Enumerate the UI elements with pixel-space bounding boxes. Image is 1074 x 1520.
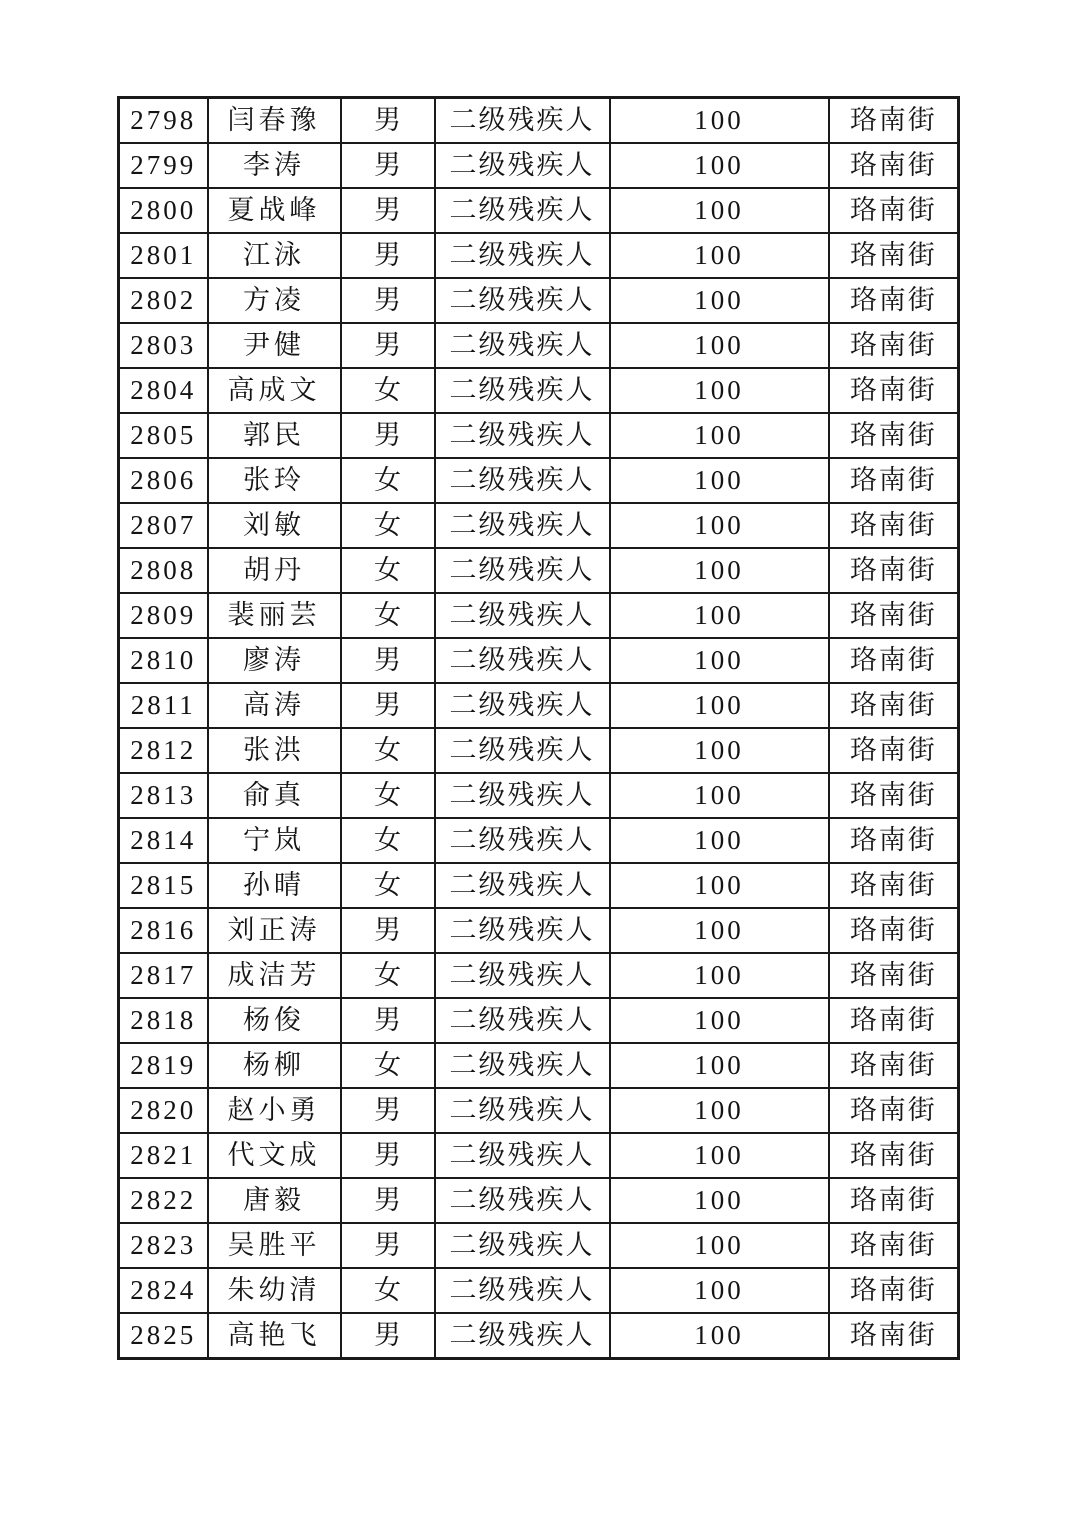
cell-amount: 100 bbox=[610, 233, 829, 278]
table-row bbox=[119, 683, 959, 728]
table-row bbox=[119, 98, 959, 144]
cell-street: 珞南街 bbox=[829, 1223, 959, 1268]
cell-index: 2824 bbox=[119, 1268, 208, 1313]
cell-street: 珞南街 bbox=[829, 998, 959, 1043]
cell-name: 李涛 bbox=[208, 143, 341, 188]
cell-street: 珞南街 bbox=[829, 593, 959, 638]
cell-name: 尹健 bbox=[208, 323, 341, 368]
cell-index: 2811 bbox=[119, 683, 208, 728]
cell-amount: 100 bbox=[610, 818, 829, 863]
cell-amount: 100 bbox=[610, 998, 829, 1043]
table-row bbox=[119, 953, 959, 998]
cell-index: 2806 bbox=[119, 458, 208, 503]
table-row bbox=[119, 773, 959, 818]
cell-name: 唐毅 bbox=[208, 1178, 341, 1223]
cell-category: 二级残疾人 bbox=[435, 863, 610, 908]
cell-index: 2818 bbox=[119, 998, 208, 1043]
cell-street: 珞南街 bbox=[829, 1043, 959, 1088]
cell-name: 赵小勇 bbox=[208, 1088, 341, 1133]
cell-index: 2804 bbox=[119, 368, 208, 413]
cell-amount: 100 bbox=[610, 1268, 829, 1313]
table-row bbox=[119, 233, 959, 278]
cell-name: 张玲 bbox=[208, 458, 341, 503]
cell-amount: 100 bbox=[610, 503, 829, 548]
cell-gender: 男 bbox=[341, 233, 435, 278]
table-row bbox=[119, 368, 959, 413]
cell-amount: 100 bbox=[610, 638, 829, 683]
table-row bbox=[119, 593, 959, 638]
cell-amount: 100 bbox=[610, 323, 829, 368]
cell-category: 二级残疾人 bbox=[435, 773, 610, 818]
cell-gender: 男 bbox=[341, 1088, 435, 1133]
cell-gender: 女 bbox=[341, 368, 435, 413]
cell-street: 珞南街 bbox=[829, 233, 959, 278]
cell-name: 孙晴 bbox=[208, 863, 341, 908]
cell-amount: 100 bbox=[610, 548, 829, 593]
table-row bbox=[119, 1223, 959, 1268]
cell-category: 二级残疾人 bbox=[435, 323, 610, 368]
cell-category: 二级残疾人 bbox=[435, 998, 610, 1043]
cell-index: 2799 bbox=[119, 143, 208, 188]
table-row bbox=[119, 1133, 959, 1178]
cell-gender: 女 bbox=[341, 458, 435, 503]
cell-street: 珞南街 bbox=[829, 728, 959, 773]
cell-index: 2805 bbox=[119, 413, 208, 458]
cell-name: 朱幼清 bbox=[208, 1268, 341, 1313]
cell-category: 二级残疾人 bbox=[435, 818, 610, 863]
cell-name: 杨柳 bbox=[208, 1043, 341, 1088]
cell-index: 2802 bbox=[119, 278, 208, 323]
cell-name: 张洪 bbox=[208, 728, 341, 773]
cell-gender: 男 bbox=[341, 413, 435, 458]
cell-category: 二级残疾人 bbox=[435, 1313, 610, 1359]
cell-index: 2813 bbox=[119, 773, 208, 818]
cell-amount: 100 bbox=[610, 953, 829, 998]
table-row bbox=[119, 458, 959, 503]
cell-category: 二级残疾人 bbox=[435, 548, 610, 593]
cell-name: 代文成 bbox=[208, 1133, 341, 1178]
cell-index: 2808 bbox=[119, 548, 208, 593]
cell-index: 2814 bbox=[119, 818, 208, 863]
cell-street: 珞南街 bbox=[829, 1133, 959, 1178]
cell-amount: 100 bbox=[610, 458, 829, 503]
cell-index: 2800 bbox=[119, 188, 208, 233]
cell-amount: 100 bbox=[610, 908, 829, 953]
table-row bbox=[119, 1268, 959, 1313]
cell-gender: 男 bbox=[341, 998, 435, 1043]
cell-category: 二级残疾人 bbox=[435, 503, 610, 548]
cell-name: 杨俊 bbox=[208, 998, 341, 1043]
table-row bbox=[119, 503, 959, 548]
cell-gender: 女 bbox=[341, 728, 435, 773]
cell-amount: 100 bbox=[610, 278, 829, 323]
cell-street: 珞南街 bbox=[829, 863, 959, 908]
cell-category: 二级残疾人 bbox=[435, 908, 610, 953]
table-row bbox=[119, 1178, 959, 1223]
cell-street: 珞南街 bbox=[829, 1088, 959, 1133]
cell-gender: 男 bbox=[341, 638, 435, 683]
cell-gender: 女 bbox=[341, 863, 435, 908]
cell-category: 二级残疾人 bbox=[435, 1088, 610, 1133]
cell-index: 2807 bbox=[119, 503, 208, 548]
table-row bbox=[119, 278, 959, 323]
cell-gender: 男 bbox=[341, 1178, 435, 1223]
cell-index: 2822 bbox=[119, 1178, 208, 1223]
cell-street: 珞南街 bbox=[829, 458, 959, 503]
cell-category: 二级残疾人 bbox=[435, 953, 610, 998]
cell-street: 珞南街 bbox=[829, 368, 959, 413]
table-row bbox=[119, 638, 959, 683]
cell-category: 二级残疾人 bbox=[435, 1178, 610, 1223]
cell-index: 2812 bbox=[119, 728, 208, 773]
table-row bbox=[119, 323, 959, 368]
cell-index: 2819 bbox=[119, 1043, 208, 1088]
cell-street: 珞南街 bbox=[829, 548, 959, 593]
cell-name: 方凌 bbox=[208, 278, 341, 323]
cell-name: 吴胜平 bbox=[208, 1223, 341, 1268]
cell-street: 珞南街 bbox=[829, 1178, 959, 1223]
cell-name: 胡丹 bbox=[208, 548, 341, 593]
cell-amount: 100 bbox=[610, 773, 829, 818]
cell-name: 夏战峰 bbox=[208, 188, 341, 233]
table-row bbox=[119, 1043, 959, 1088]
cell-street: 珞南街 bbox=[829, 143, 959, 188]
cell-amount: 100 bbox=[610, 368, 829, 413]
cell-category: 二级残疾人 bbox=[435, 1043, 610, 1088]
cell-gender: 男 bbox=[341, 98, 435, 144]
table-row bbox=[119, 863, 959, 908]
cell-amount: 100 bbox=[610, 1178, 829, 1223]
cell-gender: 女 bbox=[341, 593, 435, 638]
table-row bbox=[119, 818, 959, 863]
cell-index: 2809 bbox=[119, 593, 208, 638]
cell-gender: 男 bbox=[341, 683, 435, 728]
cell-name: 高涛 bbox=[208, 683, 341, 728]
cell-amount: 100 bbox=[610, 728, 829, 773]
cell-name: 闫春豫 bbox=[208, 98, 341, 144]
table-body bbox=[119, 98, 959, 1359]
cell-gender: 女 bbox=[341, 773, 435, 818]
cell-street: 珞南街 bbox=[829, 503, 959, 548]
cell-gender: 女 bbox=[341, 818, 435, 863]
cell-index: 2801 bbox=[119, 233, 208, 278]
cell-gender: 男 bbox=[341, 188, 435, 233]
cell-gender: 女 bbox=[341, 548, 435, 593]
cell-gender: 女 bbox=[341, 1268, 435, 1313]
cell-category: 二级残疾人 bbox=[435, 143, 610, 188]
cell-index: 2825 bbox=[119, 1313, 208, 1359]
cell-index: 2816 bbox=[119, 908, 208, 953]
table-row bbox=[119, 413, 959, 458]
cell-amount: 100 bbox=[610, 1223, 829, 1268]
cell-category: 二级残疾人 bbox=[435, 1268, 610, 1313]
cell-category: 二级残疾人 bbox=[435, 593, 610, 638]
cell-name: 高成文 bbox=[208, 368, 341, 413]
cell-street: 珞南街 bbox=[829, 1313, 959, 1359]
cell-gender: 男 bbox=[341, 908, 435, 953]
cell-street: 珞南街 bbox=[829, 908, 959, 953]
cell-gender: 女 bbox=[341, 953, 435, 998]
cell-name: 成洁芳 bbox=[208, 953, 341, 998]
table-row bbox=[119, 548, 959, 593]
cell-amount: 100 bbox=[610, 683, 829, 728]
cell-name: 郭民 bbox=[208, 413, 341, 458]
table-row bbox=[119, 1313, 959, 1359]
cell-name: 裴丽芸 bbox=[208, 593, 341, 638]
cell-street: 珞南街 bbox=[829, 683, 959, 728]
cell-street: 珞南街 bbox=[829, 413, 959, 458]
cell-name: 刘敏 bbox=[208, 503, 341, 548]
cell-category: 二级残疾人 bbox=[435, 728, 610, 773]
cell-amount: 100 bbox=[610, 413, 829, 458]
cell-gender: 男 bbox=[341, 143, 435, 188]
cell-name: 俞真 bbox=[208, 773, 341, 818]
cell-category: 二级残疾人 bbox=[435, 188, 610, 233]
table-row bbox=[119, 1088, 959, 1133]
cell-street: 珞南街 bbox=[829, 1268, 959, 1313]
cell-amount: 100 bbox=[610, 1133, 829, 1178]
cell-category: 二级残疾人 bbox=[435, 368, 610, 413]
cell-category: 二级残疾人 bbox=[435, 458, 610, 503]
cell-amount: 100 bbox=[610, 863, 829, 908]
cell-street: 珞南街 bbox=[829, 773, 959, 818]
cell-category: 二级残疾人 bbox=[435, 98, 610, 144]
cell-amount: 100 bbox=[610, 593, 829, 638]
table-row bbox=[119, 728, 959, 773]
cell-amount: 100 bbox=[610, 188, 829, 233]
cell-index: 2817 bbox=[119, 953, 208, 998]
cell-street: 珞南街 bbox=[829, 638, 959, 683]
cell-index: 2823 bbox=[119, 1223, 208, 1268]
cell-gender: 男 bbox=[341, 1133, 435, 1178]
cell-street: 珞南街 bbox=[829, 818, 959, 863]
cell-category: 二级残疾人 bbox=[435, 1223, 610, 1268]
cell-name: 刘正涛 bbox=[208, 908, 341, 953]
cell-gender: 女 bbox=[341, 503, 435, 548]
cell-street: 珞南街 bbox=[829, 98, 959, 144]
cell-amount: 100 bbox=[610, 98, 829, 144]
cell-name: 高艳飞 bbox=[208, 1313, 341, 1359]
cell-gender: 男 bbox=[341, 278, 435, 323]
cell-index: 2815 bbox=[119, 863, 208, 908]
cell-gender: 男 bbox=[341, 323, 435, 368]
table-row bbox=[119, 908, 959, 953]
cell-index: 2820 bbox=[119, 1088, 208, 1133]
table-row bbox=[119, 188, 959, 233]
cell-gender: 女 bbox=[341, 1043, 435, 1088]
cell-street: 珞南街 bbox=[829, 188, 959, 233]
table-row bbox=[119, 998, 959, 1043]
cell-name: 廖涛 bbox=[208, 638, 341, 683]
cell-street: 珞南街 bbox=[829, 278, 959, 323]
cell-street: 珞南街 bbox=[829, 953, 959, 998]
cell-amount: 100 bbox=[610, 1313, 829, 1359]
cell-index: 2798 bbox=[119, 98, 208, 144]
cell-name: 宁岚 bbox=[208, 818, 341, 863]
cell-index: 2810 bbox=[119, 638, 208, 683]
cell-index: 2821 bbox=[119, 1133, 208, 1178]
cell-gender: 男 bbox=[341, 1223, 435, 1268]
cell-index: 2803 bbox=[119, 323, 208, 368]
cell-category: 二级残疾人 bbox=[435, 413, 610, 458]
subsidy-table bbox=[117, 96, 960, 1360]
cell-category: 二级残疾人 bbox=[435, 1133, 610, 1178]
cell-gender: 男 bbox=[341, 1313, 435, 1359]
cell-amount: 100 bbox=[610, 1088, 829, 1133]
cell-amount: 100 bbox=[610, 1043, 829, 1088]
cell-category: 二级残疾人 bbox=[435, 278, 610, 323]
table-row bbox=[119, 143, 959, 188]
cell-street: 珞南街 bbox=[829, 323, 959, 368]
cell-name: 江泳 bbox=[208, 233, 341, 278]
cell-category: 二级残疾人 bbox=[435, 638, 610, 683]
cell-category: 二级残疾人 bbox=[435, 233, 610, 278]
cell-amount: 100 bbox=[610, 143, 829, 188]
cell-category: 二级残疾人 bbox=[435, 683, 610, 728]
